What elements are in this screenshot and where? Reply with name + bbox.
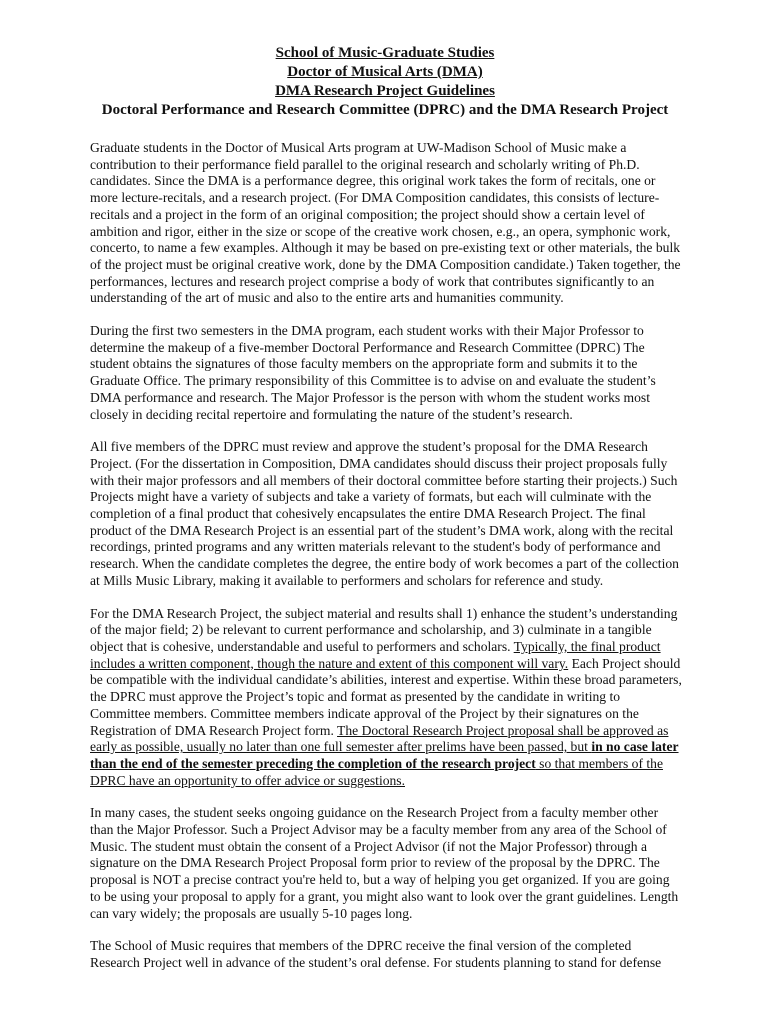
paragraph-final-version: The School of Music requires that members of the DPRC receive the final version of the completed Research Project well in advance of the student’s oral defense. For students planning to stand for defense	[90, 938, 662, 970]
deadline-emphasis: in no case later than the end of the semester preceding the completion of the research project	[90, 739, 679, 771]
written-component-note: Typically, the final product includes a written component, though the nature and extent of this component will vary.	[90, 638, 661, 671]
paragraph-approval: All five members of the DPRC must review and approve the student’s proposal for the DMA Research Project. (For the dissertation in Composition, DMA candidates should discuss their project proposals fully with their major professors and all members of their doctoral committee before starting their projects.) Such Projects might have a variety of subjects and take a variety of formats, but each will culminate with the completion of a final product that cohesively encapsulates the entire DMA Research Project. The final product of the DMA Research Project is an essential part of the student’s DMA work, along with the recital recordings, printed programs and any written materials relevant to the student's body of performance and research. When the candidate completes the degree, the entire body of work becomes a part of the collection at Mills Music Library, making it available to performers and scholars for reference and study.	[90, 439, 679, 588]
paragraph-research-project	[90, 606, 682, 790]
proposal-timing-tail: so that members of the DPRC have an opportunity to offer advice or suggestions.	[90, 755, 663, 788]
proposal-timing-note: The Doctoral Research Project proposal shall be approved as early as possible, usually no later than one full semester after prelims have been passed, but	[90, 722, 669, 755]
paragraph-project-advisor: In many cases, the student seeks ongoing guidance on the Research Project from a faculty member other than the Major Professor. Such a Project Advisor may be a faculty member from any area of the School of Music. The student must obtain the consent of a Project Advisor (if not the Major Professor) through a signature on the DMA Research Project Proposal form prior to review of the proposal by the DPRC. The proposal is NOT a precise contract you're held to, but a way of helping you get organized. If you are going to be using your proposal to apply for a grant, you might also want to look over the grant guidelines. Length can vary widely; the proposals are usually 5-10 pages long.	[90, 805, 679, 921]
school-title: School of Music-Graduate Studies	[275, 45, 495, 61]
guidelines-title: DMA Research Project Guidelines	[275, 83, 495, 99]
research-project-text-1: For the DMA Research Project, the subject material and results shall 1) enhance the student’s understanding of the major field; 2) be relevant to current performance and scholarship, and 3) culminate in a tangible object that is cohesive, understandable and useful to performers and scholars.	[90, 605, 678, 654]
committee-title: Doctoral Performance and Research Committee (DPRC) and the DMA Research Project	[101, 102, 669, 118]
document-header	[0, 44, 770, 120]
degree-title: Doctor of Musical Arts (DMA)	[287, 64, 483, 80]
research-project-text-2: Each Project should be compatible with the individual candidate’s abilities, interest and expertise. Within these broad parameters, the DPRC must approve the Project’s topic and format as presented by the candidate in writing to Committee members. Committee members indicate approval of the Project by their signatures on the Registration of DMA Research Project form.	[90, 655, 682, 738]
document-body	[90, 140, 682, 988]
paragraph-committee: During the first two semesters in the DMA program, each student works with their Major Professor to determine the makeup of a five-member Doctoral Performance and Research Committee (DPRC) The student obtains the signatures of those faculty members on the appropriate form and submits it to the Graduate Office. The primary responsibility of this Committee is to advise on and evaluate the student’s DMA performance and research. The Major Professor is the person with whom the student works most closely in deciding recital repertoire and formulating the nature of the student’s research.	[90, 323, 656, 422]
paragraph-intro: Graduate students in the Doctor of Musical Arts program at UW-Madison School of Music make a contribution to their performance field parallel to the original research and scholarly writing of Ph.D. candidates. Since the DMA is a performance degree, this original work takes the form of recitals, one or more lecture-recitals, and a research project. (For DMA Composition candidates, this consists of lecture-recitals and a project in the form of an original composition; the project should show a certain level of ambition and rigor, either in the size or scope of the creative work chosen, e.g., an opera, symphonic work, concerto, to name a few examples. Although it may be based on pre-existing text or other materials, the bulk of the project must be original creative work, done by the DMA Composition candidate.) Taken together, the performances, lectures and research project comprise a body of work that contributes significantly to an understanding of the art of music and also to the entire arts and humanities community.	[90, 140, 681, 306]
